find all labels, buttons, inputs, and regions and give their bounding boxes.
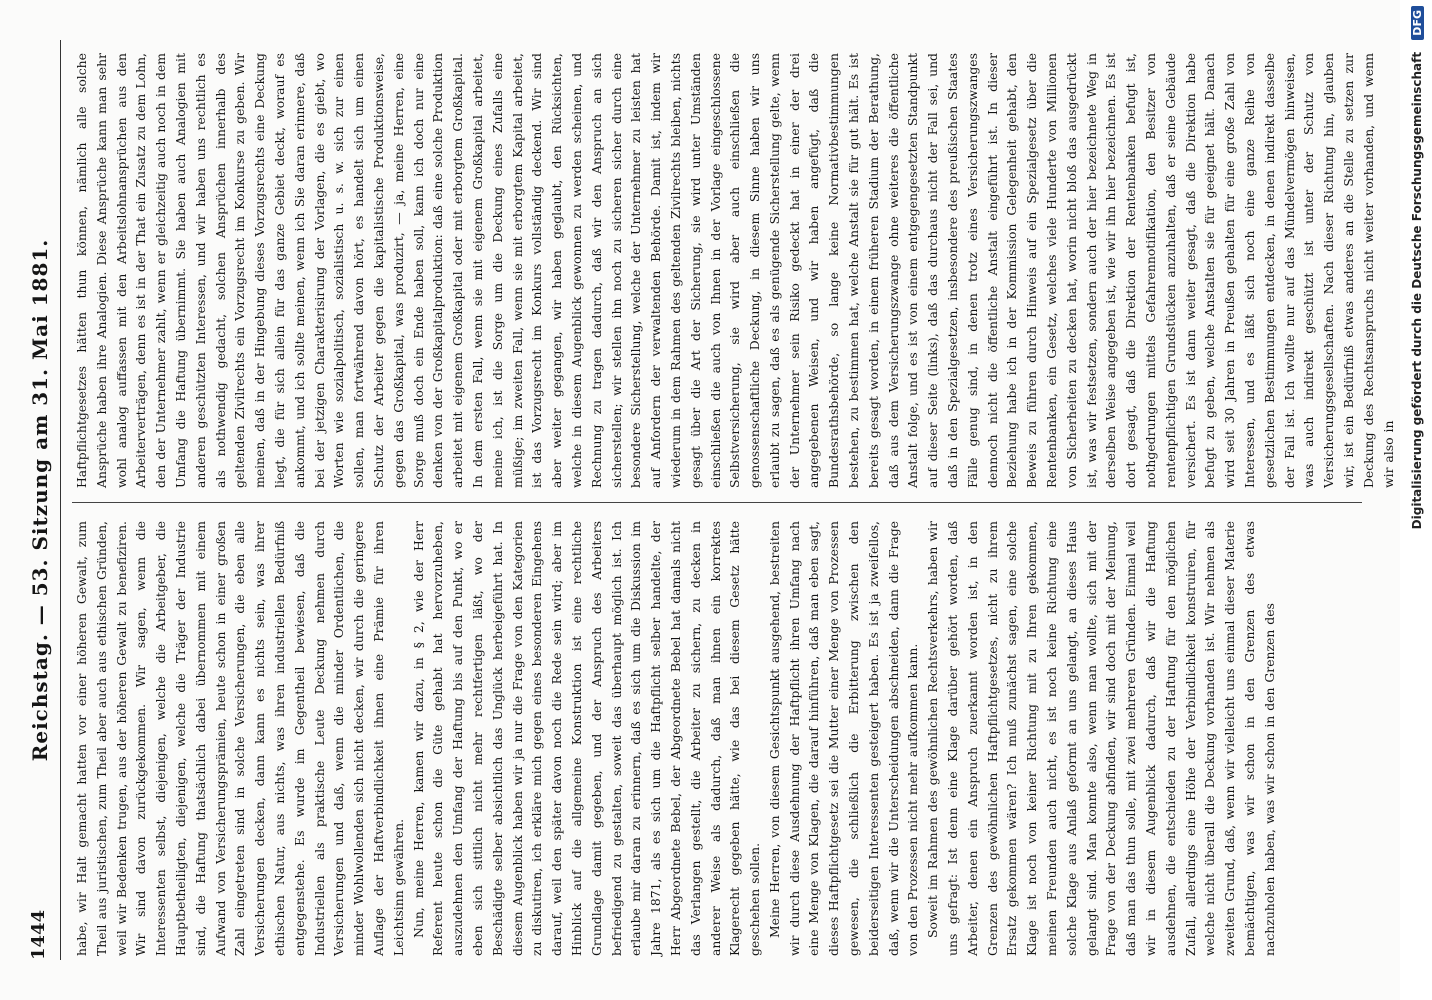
dfg-logo: DFG bbox=[1411, 6, 1424, 40]
page-number: 1444 bbox=[28, 909, 49, 960]
text-column-right bbox=[72, 53, 1396, 488]
paragraph: habe, wir Halt gemacht hatten vor einer höheren Gewalt, zum Theil aus juristischen, zum Theil aber auch aus ethischen Gründen, weil wir Bedenken trugen, aus der höheren Gewalt zu benefiziren. Wir sind davon zurückgekommen. Wir sagen, wenn die Interessenten selbst, diejenigen, welche die Arbeitgeber, die Hauptbetheiligten, diejenigen, welche die Träger der Industrie sind, die Haftung thatsächlich dabei übernommen mit einem Aufwand von Versicherungsprämien, heute schon in einer großen Zahl eingetreten sind in solche Versicherungen, die eben alle Versicherungen decken, dann kann es nichts sein, was ihrer ethischen Natur, aus nichts, was ihren industriellen Bedürfniß entgegenstehe. Es wurde im Gegentheil bewiesen, daß die Industriellen als praktische Leute Deckung nehmen durch Versicherungen und daß, wenn die minder Ordentlichen, die minder Wohlwollenden sich nicht decken, wir durch die geringere Auflage der Haftverbindlichkeit ihnen eine Prämie für ihren Leichtsinn gewähren. bbox=[74, 521, 406, 956]
paragraph: Meine Herren, von diesem Gesichtspunkt ausgehend, bestreiten wir durch diese Ausdehnung der Haftpflicht ihren Umfang nach eine Menge von Klagen, die darauf hinführen, daß man eben sagt, dieses Haftpflichtgesetz sei die Mutter einer Menge von Prozessen gewesen, die schließlich die Erbitterung zwischen den beiderseitigen Interessenten gesteigert haben. Es ist ja zweifellos, daß, wenn wir die Unterscheidungen abschneiden, dann die Frage von den Prozessen nicht mehr aufkommen kann. bbox=[766, 521, 921, 956]
running-head: Reichstag. — 53. Sitzung am 31. Mai 1881. bbox=[28, 238, 52, 762]
credit-text: Digitalisierung gefördert durch die Deutsche Forschungsgemeinschaft bbox=[1410, 51, 1424, 530]
paragraph: Soweit im Rahmen des gewöhnlichen Rechtsverkehrs, haben wir uns gefragt: Ist denn eine Klage darüber gehört worden, daß Arbeiter, denen ein Anspruch zuerkannt worden ist, in den Grenzen des gewöhnlichen Haftpflichtgesetzes, nicht zu ihrem Ersatz gekommen wären? Ich muß zunächst sagen, eine solche Klage ist noch von keiner Richtung mit zu Ihren gekommen, meinen Freunden auch nicht, es ist noch keine Richtung eine solche Klage aus Anlaß geformt an uns gelangt, an dieses Haus gelangt sind. Man konnte also, wenn man wollte, sich mit der Frage von der Deckung abfinden, wir sind doch mit der Meinung, daß man das thun solle, mit zwei mehreren Gründen. Einmal weil wir in diesem Augenblick dadurch, daß wir die Haftung ausdehnen, die entschieden zu der Haftung für den möglichen Zufall, allerdings eine Höhe der Verbindlichkeit konstruiren, für welche nicht überall die Deckung vorhanden ist. Wir nehmen als zweiten Grund, daß, wenn wir vielleicht uns einmal dieser Materie bemächtigen, was wir schon in den Grenzen des etwas nachzuholen haben, was wir schon in den Grenzen des bbox=[925, 521, 1277, 956]
column-divider bbox=[72, 502, 1362, 503]
digitization-credit bbox=[1408, 6, 1428, 994]
header-rule bbox=[60, 40, 61, 960]
paragraph: Nun, meine Herren, kamen wir dazu, in § 2, wie der Herr Referent heute schon die Güte gehabt hat hervorzuheben, auszudehnen den Umfang der Haftung bis auf den Punkt, wo er eben sich sittlich nicht mehr rechtfertigen läßt, wo der Beschädigte selber absichtlich das Unglück herbeigeführt hat. In diesem Augenblick haben wir ja nur die Frage von den Kategorien zu diskutiren, ich erkläre mich gegen eines besonderen Eingehens darauf, weil den später davon noch die Rede sein wird; aber im Hinblick auf die allgemeine Konstruktion ist eine rechtliche Grundlage damit gegeben, und der Anspruch des Arbeiters befriedigend zu gestalten, soweit das überhaupt möglich ist. Ich erlaube mir daran zu erinnern, daß es sich um die Diskussion im Jahre 1871, als es sich um die Haftpflicht selber handelte, der Herr Abgeordnete Bebel, der Abgeordnete Bebel hat damals nicht das Verlangen gestellt, die Arbeiter zu sichern, zu decken in anderer Weise als dadurch, daß man ihnen ein korrektes Klagerecht gegeben hätte, wie das bei diesem Gesetz hätte geschehen sollen. bbox=[410, 521, 763, 956]
paragraph: Haftpflichtgesetzes hätten thun können, nämlich alle solche Ansprüche haben ihre Analogien. Diese Ansprüche kann man sehr wohl analog auffassen mit den Arbeitslohnansprüchen aus den Arbeiterverträgen, denn es ist in der That ein Zusatz zu dem Lohn, den der Unternehmer zahlt, wenn er gleichzeitig auch noch in dem Umfang die Haftung übernimmt. Sie haben auch Analogien mit anderen geschützten Interessen, und wir haben uns rechtlich es als nothwendig gedacht, solchen Ansprüchen innerhalb des geltenden Zivilrechts ein Vorzugsrecht im Konkurse zu geben. Wir meinen, daß in der Hingebung dieses Vorzugsrechts eine Deckung liegt, die für sich allein für das ganze Gebiet deckt, worauf es ankommt, und ich sollte meinen, wenn ich Sie daran erinnere, daß bei der jetzigen Charakterisirung der Vorlagen, die es giebt, wo Worten wie sozialpolitisch, sozialistisch u. s. w. sich zur einen sollen, man fortwährend davon hört, es handelt sich um einen Schutz der Arbeiter gegen die kapitalistische Produktionsweise, gegen das Großkapital, was produzirt, — ja, meine Herren, eine Sorge muß doch ein Ende haben soll, kann ich doch nur eine denken von der Großkapitalproduktion: daß eine solche Produktion arbeitet mit eigenem Großkapital oder mit erborgtem Großkapital. In dem ersten Fall, wenn sie mit eigenem Großkapital arbeitet, meine ich, ist die Sorge um die Deckung eines Zufalls eine müßige; im zweiten Fall, wenn sie mit erborgtem Kapital arbeitet, ist das Vorzugsrecht im Konkurs vollständig deckend. Wir sind aber weiter gegangen, wir haben geglaubt, den Rücksichten, welche in diesem Augenblick gewonnen zu werden scheinen, und Rechnung zu tragen dadurch, daß wir den Anspruch an sich sicherstellen; wir stellen ihn noch zu sicheren sicher durch eine besondere Sicherstellung, welche der Unternehmer zu leisten hat auf Anfordern der verwaltenden Behörde. Damit ist, indem wir wiederum in dem Rahmen des geltenden Zivilrechts bleiben, nichts gesagt über die Art der Sicherung, sie wird unter Umständen einschließen die auch von Ihnen in der Vorlage eingeschlossene Selbstversicherung, sie wird aber auch einschließen die genossenschaftliche Deckung, in diesem Sinne haben wir uns erlaubt zu sagen, daß es als genügende Sicherstellung gelte, wenn der Unternehmer sein Risiko gedeckt hat in einer der drei angegebenen Weisen, und wir haben angefügt, daß die Bundesrathsbehörde, so lange keine Normativbestimmungen bestehen, zu bestimmen hat, welche Anstalt sie für gut hält. Es ist bereits gesagt worden, in einem früheren Stadium der Berathung, daß aus dem Versicherungszwange ohne weiteres die öffentliche Anstalt folge, und es ist von einem entgegengesetzten Standpunkt auf dieser Seite (links), daß das durchaus nicht der Fall sei, und daß in den Spezialgesetzen, insbesondere des preußischen Staates Fälle genug sind, in denen trotz eines Versicherungszwanges dennoch nicht die öffentliche Anstalt eingeführt ist. In dieser Beziehung habe ich in der Kommission Gelegenheit gehabt, den Beweis zu führen durch Hinweis auf ein Spezialgesetz über die Rentenbanken, ein Gesetz, welches viele Hunderte von Millionen von Sicherheiten zu decken hat, worin nicht bloß das ausgedrückt ist, was wir festsetzen, sondern auch der hier bezeichnete Weg in derselben Weise angegeben ist, wie wir ihn hier bezeichnen. Es ist dort gesagt, daß die Direktion der Rentenbanken befugt ist, nothgedrungen mittels Gefahrennotifikation, den Besitzer von rentenpflichtigen Grundstücken anzuhalten, daß er seine Gebäude versichert. Es ist dann weiter gesagt, daß die Direktion habe befugt zu geben, welche Anstalten sie für geeignet hält. Danach wird seit 30 Jahren in Preußen gehalten für eine große Zahl von Interessen, und es läßt sich noch eine ganze Reihe von gesetzlichen Bestimmungen entdecken, in denen indirekt dasselbe der Fall ist. Ich wollte nur auf das Mündelvermögen hinweisen, was auch indirekt geschützt ist unter der Schutz von Versicherungsgesellschaften. Nach dieser Richtung hin, glauben wir, ist ein Bedürfniß etwas anderes an die Stelle zu setzen zur Deckung des Rechtsanspruchs nicht weiter vorhanden, und wenn wir also in bbox=[74, 53, 1396, 488]
credit-line bbox=[1410, 6, 1430, 994]
page-header bbox=[28, 40, 58, 960]
text-column-left bbox=[72, 521, 1362, 956]
